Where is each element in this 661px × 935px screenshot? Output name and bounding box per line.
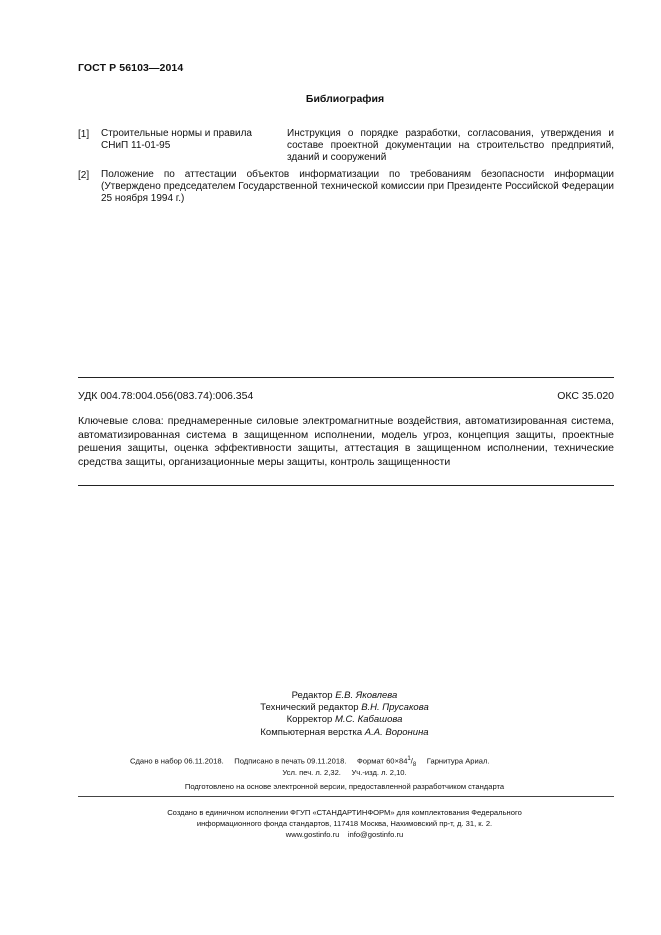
ref-1-source-line1: Строительные нормы и правила (101, 128, 252, 139)
credit-corrector: Корректор М.С. Кабашова (286, 714, 403, 726)
ref-2-text: Положение по аттестации объектов информатизации по требованиям безопасности информации (Утверждено председателем Государственной технической комиссии при Президенте Российской Федерации 25 ноября 1994 г.) (101, 169, 614, 204)
ref-1-source-line2: СНиП 11-01-95 (101, 140, 171, 151)
ref-1-source (101, 128, 271, 152)
publisher-block (0, 807, 661, 841)
ref-2-number: [2] (78, 170, 90, 181)
publisher-website[interactable]: www.gostinfo.ru (285, 830, 340, 840)
standard-number: ГОСТ Р 56103—2014 (78, 62, 184, 74)
top-divider (78, 377, 614, 378)
publisher-line2: информационного фонда стандартов, 117418 Москва, Нахимовский пр-т, д. 31, к. 2. (196, 819, 493, 829)
keywords-divider (78, 485, 614, 486)
print-info-line2: Усл. печ. л. 2,32. Уч.-изд. л. 2,10. (282, 768, 407, 777)
credit-layout: Компьютерная верстка А.А. Воронина (260, 726, 429, 738)
publisher-contacts (28, 829, 661, 840)
keywords: Ключевые слова: преднамеренные силовые электромагнитные воздействия, автоматизированная система, автоматизированная система в защищенном исполнении, модель угроз, концепция защиты, проектные решения защиты, оценка эффективности защиты, аттестация в защищенном исполнении, технические средства защиты, организационные меры защиты, контроль защищенности (78, 415, 614, 468)
credits-block (0, 690, 661, 739)
oks-code: ОКС 35.020 (557, 390, 614, 402)
ref-1-text: Инструкция о порядке разработки, согласования, утверждения и составе проектной документации на строительство предприятий, зданий и сооружений (287, 128, 614, 163)
publisher-line1: Создано в единичном исполнении ФГУП «СТАНДАРТИНФОРМ» для комплектования Федерального (167, 808, 522, 817)
ref-1-number: [1] (78, 129, 90, 140)
prepared-note: Подготовлено на основе электронной версии, предоставленной разработчиком стандарта (184, 782, 505, 791)
publisher-email[interactable]: info@gostinfo.ru (347, 830, 404, 840)
credit-editor: Редактор Е.В. Яковлева (291, 690, 398, 701)
udc-code: УДК 004.78:004.056(083.74):006.354 (78, 390, 254, 402)
footer-divider (78, 796, 614, 797)
print-info-line1: Сдано в набор 06.11.2018. Подписано в печать 09.11.2018. Формат $60\times 84^1/_8$ Гарнитура Ариал. (130, 756, 490, 769)
credit-tech-editor: Технический редактор В.Н. Прусакова (260, 702, 429, 714)
bibliography-title: Библиография (305, 93, 385, 105)
